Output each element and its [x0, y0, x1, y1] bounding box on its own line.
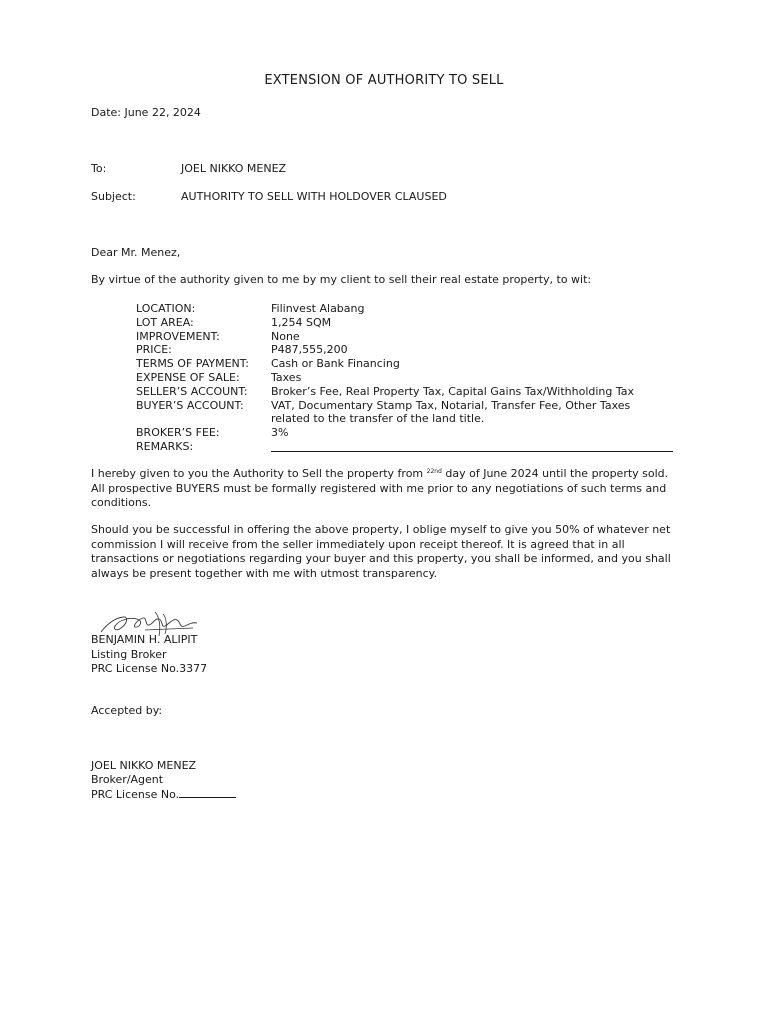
license-blank-line [179, 787, 236, 798]
detail-value: Filinvest Alabang [271, 302, 365, 315]
signer-name: BENJAMIN H. ALIPIT [91, 633, 198, 646]
detail-row [136, 343, 696, 357]
detail-value: P487,555,200 [271, 343, 348, 357]
detail-value: None [271, 329, 300, 343]
detail-value: Broker’s Fee, Real Property Tax, Capital Gains Tax/Withholding Tax [271, 384, 635, 398]
acceptor-name: JOEL NIKKO MENEZ [91, 759, 197, 772]
letter-date: Date: June 22, 2024 [91, 106, 201, 119]
detail-row [136, 385, 696, 399]
remarks-blank-line [271, 440, 673, 452]
detail-value: Cash or Bank Financing [271, 357, 400, 371]
detail-label: EXPENSE OF SALE: [136, 370, 240, 384]
authority-paragraph [91, 467, 683, 511]
detail-row [136, 302, 696, 316]
detail-row [136, 357, 696, 371]
detail-row [136, 316, 696, 330]
detail-label: BUYER’S ACCOUNT: [136, 398, 244, 412]
detail-row [136, 412, 696, 426]
detail-label: LOCATION: [136, 302, 196, 315]
detail-value: VAT, Documentary Stamp Tax, Notarial, Transfer Fee, Other Taxes [271, 398, 631, 412]
detail-label: LOT AREA: [136, 315, 194, 329]
accepted-by-label: Accepted by: [91, 704, 163, 717]
detail-value: 3% [271, 426, 289, 440]
detail-value: Taxes [271, 370, 302, 384]
to-label: To: [91, 162, 107, 175]
remarks-row [136, 440, 696, 456]
detail-label: PRICE: [136, 343, 172, 357]
to-value: JOEL NIKKO MENEZ [181, 162, 287, 175]
detail-row [136, 426, 696, 440]
salutation: Dear Mr. Menez, [91, 246, 181, 259]
document-title: EXTENSION OF AUTHORITY TO SELL [264, 73, 504, 88]
detail-value: related to the transfer of the land title. [271, 412, 485, 426]
intro-paragraph: By virtue of the authority given to me by my client to sell their real estate property, to wit: [91, 273, 592, 286]
detail-label: SELLER’S ACCOUNT: [136, 384, 248, 398]
detail-label: BROKER’S FEE: [136, 426, 220, 440]
subject-label: Subject: [91, 190, 136, 203]
detail-value: 1,254 SQM [271, 315, 332, 329]
authority-text-start: I hereby given to you the Authority to Sell the property from [91, 467, 427, 480]
remarks-label: REMARKS: [136, 439, 194, 453]
authority-text-end: day of June 2024 until the property sold. All prospective BUYERS must be formally registered with me prior to any negotiations of such terms and conditions. [91, 467, 669, 509]
acceptor-role: Broker/Agent [91, 773, 164, 786]
detail-label: TERMS OF PAYMENT: [136, 357, 249, 371]
detail-label [136, 412, 271, 426]
signer-role: Listing Broker [91, 648, 167, 661]
subject-value: AUTHORITY TO SELL WITH HOLDOVER CLAUSED [181, 190, 447, 203]
detail-label: IMPROVEMENT: [136, 329, 220, 343]
detail-row [136, 371, 696, 385]
property-details [136, 302, 696, 456]
detail-row [136, 330, 696, 344]
acceptor-license-line [91, 787, 236, 802]
commission-paragraph: Should you be successful in offering the above property, I oblige myself to give you 50% of whatever net commission I will receive from the seller immediately upon receipt thereof. It is agreed that in all transactions or negotiations regarding your buyer and this property, you shall be informed, and you shall always be present together with me with utmost transparency. [91, 523, 671, 580]
day-superscript: 22nd [426, 468, 442, 475]
acceptor-license: PRC License No. [91, 788, 180, 801]
signer-license: PRC License No.3377 [91, 662, 208, 675]
detail-row [136, 399, 696, 413]
